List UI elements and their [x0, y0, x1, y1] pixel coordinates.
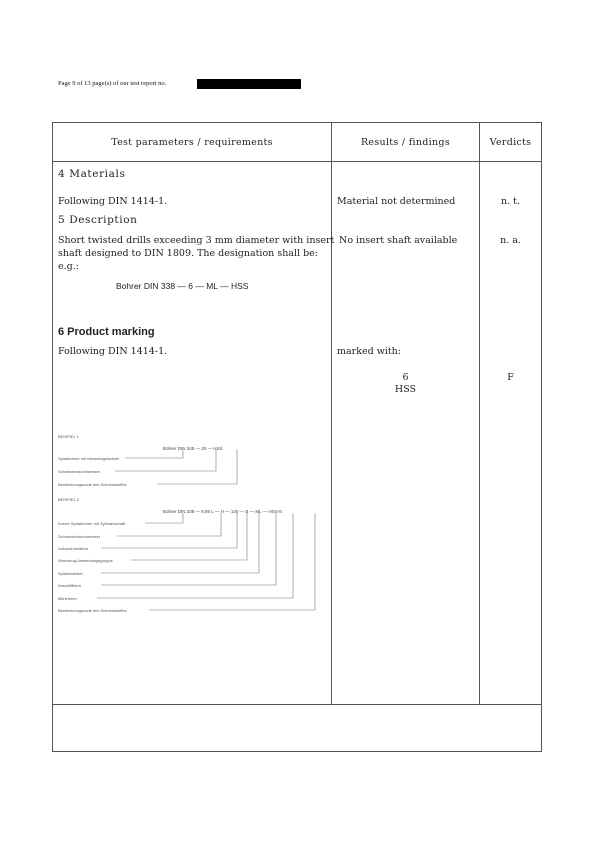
leader-line — [117, 513, 221, 536]
description-line-1: Short twisted drills exceeding 3 mm diameter with insert — [58, 235, 335, 246]
example1-line: Bezeichnungscode des Schneidstoffes — [58, 482, 127, 487]
description-result: No insert shaft available — [339, 235, 458, 246]
leader-line — [157, 449, 237, 484]
marking-result-value-1: 6 — [402, 372, 409, 383]
description-heading: 5 Description — [58, 214, 138, 226]
designation-example: Bohrer DIN 338 — 6 — ML — HSS — [116, 281, 249, 291]
redacted-report-number — [197, 79, 301, 89]
leader-line — [101, 513, 276, 585]
example2-line: Werkzeug-Anwendungsgruppe — [58, 558, 113, 563]
column-header-results: Results / findings — [332, 123, 480, 162]
page-info: Page 9 of 13 page(s) of our test report no. — [58, 80, 167, 87]
materials-heading: 4 Materials — [58, 168, 126, 180]
example2-line: Spitzenwinkel — [58, 571, 83, 576]
leader-line — [149, 513, 315, 610]
leader-line — [101, 513, 237, 548]
leader-line — [145, 513, 183, 523]
results-cell — [332, 162, 480, 705]
materials-verdict: n. t. — [501, 196, 520, 207]
materials-requirement: Following DIN 1414-1. — [58, 196, 168, 207]
example2-line: Schneidendurchmesser — [58, 534, 101, 539]
example2-label: BEISPIEL 2 — [58, 497, 79, 502]
marking-result-label: marked with: — [337, 346, 401, 357]
table-footer-row — [53, 705, 542, 752]
example1-line: Spiralbohrer mit Morsekegelschaft — [58, 456, 119, 461]
designation-diagram — [53, 162, 331, 704]
example2-line: Bezeichnungscode des Schneidstoffes — [58, 608, 127, 613]
example1-designation: Bohrer DIN 345 — 20 — HSS — [163, 446, 223, 451]
example1-label: BEISPIEL 1 — [58, 434, 79, 439]
table-body-row — [53, 162, 542, 705]
example2-line: Anschliffform — [58, 583, 81, 588]
leader-line — [131, 513, 247, 560]
materials-result: Material not determined — [337, 196, 456, 207]
leader-line — [115, 449, 216, 471]
table-header-row — [53, 123, 542, 162]
example2-designation: Bohrer DIN 338 — 8,85 L — H — 140 — B — ML — HSS-E — [163, 509, 283, 514]
marking-heading: 6 Product marking — [58, 326, 155, 338]
column-header-verdicts: Verdicts — [480, 123, 542, 162]
description-line-2: shaft designed to DIN 1809. The designation shall be: — [58, 248, 318, 259]
marking-requirement: Following DIN 1414-1. — [58, 346, 168, 357]
column-header-requirements: Test parameters / requirements — [53, 123, 332, 162]
example2-line: Linksschneidend — [58, 546, 88, 551]
verdicts-cell — [480, 162, 542, 705]
empty-footer-cell — [53, 705, 542, 752]
requirements-cell — [53, 162, 335, 705]
example1-line: Schneidendurchmesser — [58, 469, 101, 474]
example2-line: Mitnehmer — [58, 596, 77, 601]
marking-result-value-2: HSS — [394, 384, 417, 395]
example2-line: Kurzer Spiralbohrer mit Zylinderschaft — [58, 521, 126, 526]
marking-verdict: F — [507, 372, 514, 383]
test-report-table — [52, 122, 542, 752]
description-verdict: n. a. — [500, 235, 521, 246]
description-line-3: e.g.: — [58, 261, 79, 272]
